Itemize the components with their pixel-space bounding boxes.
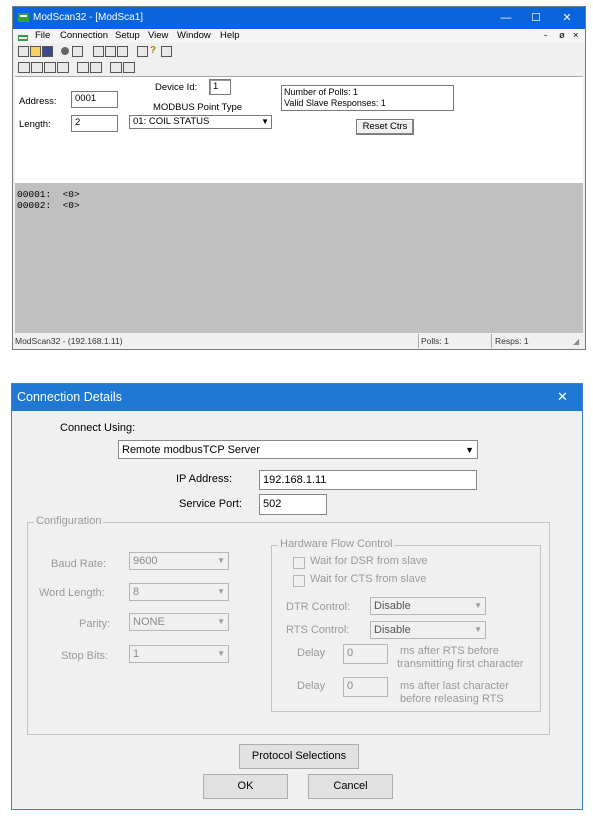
status-bar [13,334,585,348]
format-float-icon[interactable] [57,62,69,73]
ip-address-input[interactable]: 192.168.1.11 [259,470,477,490]
wait-cts-label: Wait for CTS from slave [310,573,427,585]
menu-help[interactable]: Help [220,30,240,41]
connect-using-select[interactable] [118,440,478,459]
data-row: 00001: <0> [17,189,80,200]
resize-grip-icon[interactable]: ◢ [573,337,580,346]
new-icon[interactable] [18,46,29,57]
stop-bits-label: Stop Bits: [61,650,109,662]
context-help-icon[interactable] [161,46,172,57]
point-type-value: 01: COIL STATUS [133,116,210,127]
dialog-title: Connection Details [17,390,122,404]
open-icon[interactable] [30,46,41,57]
ip-address-label: IP Address: [176,473,233,485]
status-polls: Polls: 1 [421,336,449,346]
wait-dsr-label: Wait for DSR from slave [310,555,428,567]
delay-rts-input: 0 [343,644,388,664]
chevron-down-icon: ▼ [217,617,225,626]
chevron-down-icon: ▼ [217,649,225,658]
baud-rate-value: 9600 [133,555,158,567]
wait-cts-checkbox [293,575,305,587]
format-binary-icon[interactable] [18,62,30,73]
delay-rts-desc-2: transmitting first character [397,658,524,670]
word-length-value: 8 [133,586,140,598]
service-port-input[interactable]: 502 [259,494,327,515]
baud-rate-select [129,552,229,570]
menu-connection[interactable]: Connection [60,30,109,41]
rts-control-select [370,621,486,639]
delay-last-char-label: Delay [297,680,326,692]
menu-file[interactable]: File [35,30,51,41]
status-divider [491,334,492,348]
mdi-minimize-button[interactable]: - [544,30,548,41]
reset-counters-button[interactable]: Reset Ctrs [356,119,414,135]
mdi-child-icon [18,33,28,39]
stop-bits-value: 1 [133,648,140,660]
format-double-icon[interactable] [90,62,102,73]
dialog-close-button[interactable]: ✕ [557,389,568,404]
connection-details-dialog [11,383,583,810]
menu-view[interactable]: View [148,30,169,41]
title-bar[interactable] [13,7,585,29]
chevron-down-icon: ▼ [474,601,482,610]
delay-rts-desc: ms after RTS before [400,645,499,657]
delay-last-char-desc: ms after last character [400,680,509,692]
display-icon-2[interactable] [105,46,116,57]
parity-value: NONE [133,616,165,628]
print-icon[interactable] [137,46,148,57]
chevron-down-icon: ▼ [217,587,225,596]
stop-bits-select [129,645,229,663]
configuration-title: Configuration [36,515,102,527]
length-label: Length: [19,119,51,130]
format-word-icon[interactable] [110,62,122,73]
device-id-label: Device Id: [155,82,198,93]
rts-control-value: Disable [374,624,411,636]
mdi-close-button[interactable]: × [573,30,579,41]
dialog-title-bar[interactable] [12,384,582,411]
format-hex-icon[interactable] [44,62,56,73]
status-divider [418,334,419,348]
app-icon [18,13,29,22]
display-toolbar [17,61,147,74]
connect-icon[interactable] [61,47,69,55]
format-long-icon[interactable] [123,62,135,73]
service-port-label: Service Port: [179,498,242,510]
address-input[interactable]: 0001 [71,91,118,108]
device-id-input[interactable]: 1 [209,79,231,95]
connect-using-label: Connect Using: [60,422,136,434]
cancel-button[interactable]: Cancel [308,774,393,799]
format-swap-icon[interactable] [77,62,89,73]
chevron-down-icon: ▼ [465,445,474,455]
protocol-selections-button[interactable]: Protocol Selections [239,744,359,769]
display-icon-3[interactable] [117,46,128,57]
delay-last-char-desc-2: before releasing RTS [400,693,504,705]
poll-definition-panel [15,76,583,184]
display-icon[interactable] [93,46,104,57]
delay-last-char-input: 0 [343,677,388,697]
menu-setup[interactable]: Setup [115,30,140,41]
modscan-main-window [12,6,586,350]
polls-count-text: Number of Polls: 1 [284,87,359,97]
point-type-select[interactable] [129,115,272,129]
mdi-restore-button[interactable]: ø [559,30,565,41]
length-input[interactable]: 2 [71,115,118,132]
minimize-button[interactable]: — [500,12,512,24]
rts-control-label: RTS Control: [286,624,350,636]
point-type-label: MODBUS Point Type [153,102,243,113]
close-button[interactable]: ✕ [562,12,572,24]
word-length-select [129,583,229,601]
window-title: ModScan32 - [ModSca1] [33,12,144,23]
chevron-down-icon: ▼ [261,117,269,126]
status-connection: ModScan32 - (192.168.1.11) [15,336,123,346]
menu-window[interactable]: Window [177,30,211,41]
parity-select [129,613,229,631]
format-decimal-icon[interactable] [31,62,43,73]
dtr-control-label: DTR Control: [286,601,351,613]
dtr-control-select [370,597,486,615]
data-display-area[interactable] [15,183,583,333]
save-icon[interactable] [42,46,53,57]
baud-rate-label: Baud Rate: [51,558,107,570]
connect-using-value: Remote modbusTCP Server [122,444,260,456]
data-row: 00002: <0> [17,200,80,211]
status-resps: Resps: 1 [495,336,529,346]
dtr-control-value: Disable [374,600,411,612]
poll-stats-box [281,85,454,111]
delay-rts-label: Delay [297,647,326,659]
disconnect-icon[interactable] [72,46,83,57]
chevron-down-icon: ▼ [474,625,482,634]
word-length-label: Word Length: [39,587,105,599]
toolbar [17,45,187,58]
help-icon[interactable]: ? [150,45,157,56]
hardware-flow-control-title: Hardware Flow Control [280,538,393,550]
chevron-down-icon: ▼ [217,556,225,565]
responses-count-text: Valid Slave Responses: 1 [284,98,386,108]
wait-dsr-checkbox [293,557,305,569]
menu-bar [13,29,585,43]
ok-button[interactable]: OK [203,774,288,799]
address-label: Address: [19,96,57,107]
parity-label: Parity: [79,618,111,630]
maximize-button[interactable]: ☐ [531,12,541,24]
